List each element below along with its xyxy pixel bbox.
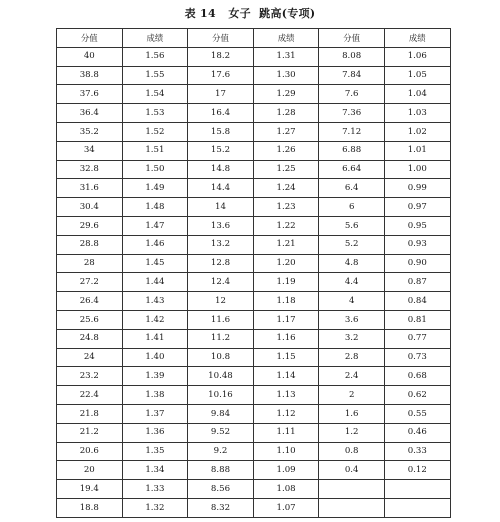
score-points-cell: 36.4 <box>57 104 123 123</box>
result-cell: 1.36 <box>122 423 188 442</box>
score-points-cell: 3.6 <box>319 310 385 329</box>
score-points-cell: 6 <box>319 198 385 217</box>
score-points-cell: 14 <box>188 198 254 217</box>
score-points-cell <box>319 480 385 499</box>
score-points-cell: 7.84 <box>319 66 385 85</box>
result-cell: 0.90 <box>384 254 450 273</box>
score-points-cell: 6.88 <box>319 141 385 160</box>
score-points-cell: 14.8 <box>188 160 254 179</box>
result-cell: 1.34 <box>122 461 188 480</box>
result-cell: 1.06 <box>384 47 450 66</box>
result-cell: 0.33 <box>384 442 450 461</box>
result-cell: 1.02 <box>384 122 450 141</box>
result-cell: 0.97 <box>384 198 450 217</box>
score-points-cell: 10.48 <box>188 367 254 386</box>
score-points-cell: 2.8 <box>319 348 385 367</box>
table-row <box>57 423 451 442</box>
result-cell: 0.55 <box>384 404 450 423</box>
table-row <box>57 386 451 405</box>
result-cell: 1.33 <box>122 480 188 499</box>
result-cell: 1.37 <box>122 404 188 423</box>
result-cell: 1.38 <box>122 386 188 405</box>
score-points-cell: 22.4 <box>57 386 123 405</box>
column-header-result: 成绩 <box>253 29 319 48</box>
score-points-cell: 10.8 <box>188 348 254 367</box>
score-points-cell: 30.4 <box>57 198 123 217</box>
score-points-cell: 1.6 <box>319 404 385 423</box>
column-header-result: 成绩 <box>122 29 188 48</box>
result-cell: 0.77 <box>384 329 450 348</box>
table-row <box>57 122 451 141</box>
result-cell: 1.08 <box>253 480 319 499</box>
score-points-cell: 12 <box>188 292 254 311</box>
header-row <box>57 29 451 48</box>
score-points-cell: 9.52 <box>188 423 254 442</box>
table-row <box>57 498 451 517</box>
table-row <box>57 461 451 480</box>
score-points-cell: 6.64 <box>319 160 385 179</box>
score-points-cell: 24 <box>57 348 123 367</box>
score-points-cell: 38.8 <box>57 66 123 85</box>
score-points-cell: 21.8 <box>57 404 123 423</box>
result-cell: 1.04 <box>384 85 450 104</box>
score-points-cell: 28 <box>57 254 123 273</box>
score-points-cell: 26.4 <box>57 292 123 311</box>
result-cell: 1.48 <box>122 198 188 217</box>
score-points-cell: 5.6 <box>319 216 385 235</box>
score-points-cell: 20.6 <box>57 442 123 461</box>
column-header-score-points: 分值 <box>57 29 123 48</box>
score-points-cell: 25.6 <box>57 310 123 329</box>
score-points-cell: 37.6 <box>57 85 123 104</box>
score-points-cell: 8.56 <box>188 480 254 499</box>
result-cell: 1.54 <box>122 85 188 104</box>
table-row <box>57 292 451 311</box>
score-points-cell: 5.2 <box>319 235 385 254</box>
result-cell: 0.68 <box>384 367 450 386</box>
score-points-cell: 15.2 <box>188 141 254 160</box>
score-points-cell: 12.8 <box>188 254 254 273</box>
result-cell: 1.22 <box>253 216 319 235</box>
result-cell: 1.09 <box>253 461 319 480</box>
result-cell: 1.20 <box>253 254 319 273</box>
result-cell: 1.50 <box>122 160 188 179</box>
result-cell: 1.14 <box>253 367 319 386</box>
table-row <box>57 254 451 273</box>
result-cell: 1.27 <box>253 122 319 141</box>
result-cell: 1.44 <box>122 273 188 292</box>
score-points-cell: 15.8 <box>188 122 254 141</box>
score-points-cell: 18.8 <box>57 498 123 517</box>
table-row <box>57 141 451 160</box>
score-points-cell: 23.2 <box>57 367 123 386</box>
result-cell: 0.46 <box>384 423 450 442</box>
result-cell: 0.81 <box>384 310 450 329</box>
result-cell: 1.00 <box>384 160 450 179</box>
score-points-cell: 17 <box>188 85 254 104</box>
score-points-cell: 0.8 <box>319 442 385 461</box>
score-table <box>56 28 451 518</box>
score-points-cell: 2.4 <box>319 367 385 386</box>
result-cell: 0.73 <box>384 348 450 367</box>
result-cell: 1.39 <box>122 367 188 386</box>
result-cell: 1.53 <box>122 104 188 123</box>
table-row <box>57 404 451 423</box>
score-points-cell: 4.8 <box>319 254 385 273</box>
result-cell: 1.11 <box>253 423 319 442</box>
score-points-cell: 4.4 <box>319 273 385 292</box>
score-points-cell: 1.2 <box>319 423 385 442</box>
result-cell: 1.07 <box>253 498 319 517</box>
score-points-cell: 40 <box>57 47 123 66</box>
result-cell: 1.03 <box>384 104 450 123</box>
result-cell: 1.49 <box>122 179 188 198</box>
result-cell <box>384 480 450 499</box>
result-cell: 0.99 <box>384 179 450 198</box>
score-points-cell: 0.4 <box>319 461 385 480</box>
score-points-cell: 7.36 <box>319 104 385 123</box>
score-points-cell: 13.6 <box>188 216 254 235</box>
table-row <box>57 480 451 499</box>
score-points-cell: 32.8 <box>57 160 123 179</box>
score-points-cell: 28.8 <box>57 235 123 254</box>
result-cell: 1.32 <box>122 498 188 517</box>
score-points-cell: 31.6 <box>57 179 123 198</box>
score-points-cell: 2 <box>319 386 385 405</box>
result-cell: 1.21 <box>253 235 319 254</box>
column-header-score-points: 分值 <box>319 29 385 48</box>
table-row <box>57 310 451 329</box>
score-points-cell: 11.2 <box>188 329 254 348</box>
score-points-cell: 8.08 <box>319 47 385 66</box>
score-points-cell: 24.8 <box>57 329 123 348</box>
result-cell: 1.26 <box>253 141 319 160</box>
result-cell: 1.23 <box>253 198 319 217</box>
table-title: 表 14 女子 跳高(专项) <box>184 7 316 20</box>
table-row <box>57 85 451 104</box>
result-cell: 1.41 <box>122 329 188 348</box>
score-points-cell: 21.2 <box>57 423 123 442</box>
score-points-cell: 11.6 <box>188 310 254 329</box>
result-cell: 1.43 <box>122 292 188 311</box>
result-cell: 1.35 <box>122 442 188 461</box>
result-cell: 1.30 <box>253 66 319 85</box>
result-cell: 1.05 <box>384 66 450 85</box>
score-points-cell: 17.6 <box>188 66 254 85</box>
result-cell: 0.84 <box>384 292 450 311</box>
result-cell: 1.28 <box>253 104 319 123</box>
score-points-cell: 12.4 <box>188 273 254 292</box>
result-cell: 1.13 <box>253 386 319 405</box>
result-cell: 1.56 <box>122 47 188 66</box>
score-points-cell: 35.2 <box>57 122 123 141</box>
score-points-cell: 10.16 <box>188 386 254 405</box>
result-cell: 0.93 <box>384 235 450 254</box>
result-cell: 1.29 <box>253 85 319 104</box>
result-cell: 1.18 <box>253 292 319 311</box>
result-cell: 1.10 <box>253 442 319 461</box>
table-row <box>57 216 451 235</box>
table-row <box>57 198 451 217</box>
score-points-cell: 8.88 <box>188 461 254 480</box>
result-cell: 1.40 <box>122 348 188 367</box>
score-points-cell: 29.6 <box>57 216 123 235</box>
score-points-cell: 20 <box>57 461 123 480</box>
score-points-cell: 6.4 <box>319 179 385 198</box>
column-header-result: 成绩 <box>384 29 450 48</box>
table-row <box>57 66 451 85</box>
score-table-body <box>57 47 451 517</box>
result-cell: 1.31 <box>253 47 319 66</box>
result-cell: 1.15 <box>253 348 319 367</box>
score-points-cell: 16.4 <box>188 104 254 123</box>
result-cell: 1.12 <box>253 404 319 423</box>
result-cell: 1.52 <box>122 122 188 141</box>
table-row <box>57 329 451 348</box>
table-row <box>57 47 451 66</box>
table-row <box>57 235 451 254</box>
result-cell: 0.87 <box>384 273 450 292</box>
result-cell: 1.42 <box>122 310 188 329</box>
score-points-cell: 14.4 <box>188 179 254 198</box>
table-row <box>57 367 451 386</box>
result-cell: 1.25 <box>253 160 319 179</box>
result-cell: 1.17 <box>253 310 319 329</box>
result-cell: 1.19 <box>253 273 319 292</box>
result-cell: 0.12 <box>384 461 450 480</box>
table-row <box>57 160 451 179</box>
score-points-cell: 9.84 <box>188 404 254 423</box>
result-cell: 1.55 <box>122 66 188 85</box>
score-points-cell: 7.6 <box>319 85 385 104</box>
column-header-score-points: 分值 <box>188 29 254 48</box>
result-cell: 1.46 <box>122 235 188 254</box>
score-points-cell: 3.2 <box>319 329 385 348</box>
result-cell: 1.16 <box>253 329 319 348</box>
table-row <box>57 273 451 292</box>
result-cell: 1.51 <box>122 141 188 160</box>
score-points-cell: 13.2 <box>188 235 254 254</box>
result-cell: 1.24 <box>253 179 319 198</box>
score-points-cell: 34 <box>57 141 123 160</box>
score-points-cell: 18.2 <box>188 47 254 66</box>
result-cell: 1.01 <box>384 141 450 160</box>
result-cell: 0.62 <box>384 386 450 405</box>
score-points-cell: 7.12 <box>319 122 385 141</box>
table-row <box>57 179 451 198</box>
result-cell: 0.95 <box>384 216 450 235</box>
result-cell: 1.47 <box>122 216 188 235</box>
table-row <box>57 442 451 461</box>
score-points-cell: 27.2 <box>57 273 123 292</box>
score-points-cell: 9.2 <box>188 442 254 461</box>
score-table-header <box>57 29 451 48</box>
score-points-cell <box>319 498 385 517</box>
result-cell: 1.45 <box>122 254 188 273</box>
table-row <box>57 104 451 123</box>
score-points-cell: 4 <box>319 292 385 311</box>
score-points-cell: 19.4 <box>57 480 123 499</box>
score-points-cell: 8.32 <box>188 498 254 517</box>
table-row <box>57 348 451 367</box>
result-cell <box>384 498 450 517</box>
